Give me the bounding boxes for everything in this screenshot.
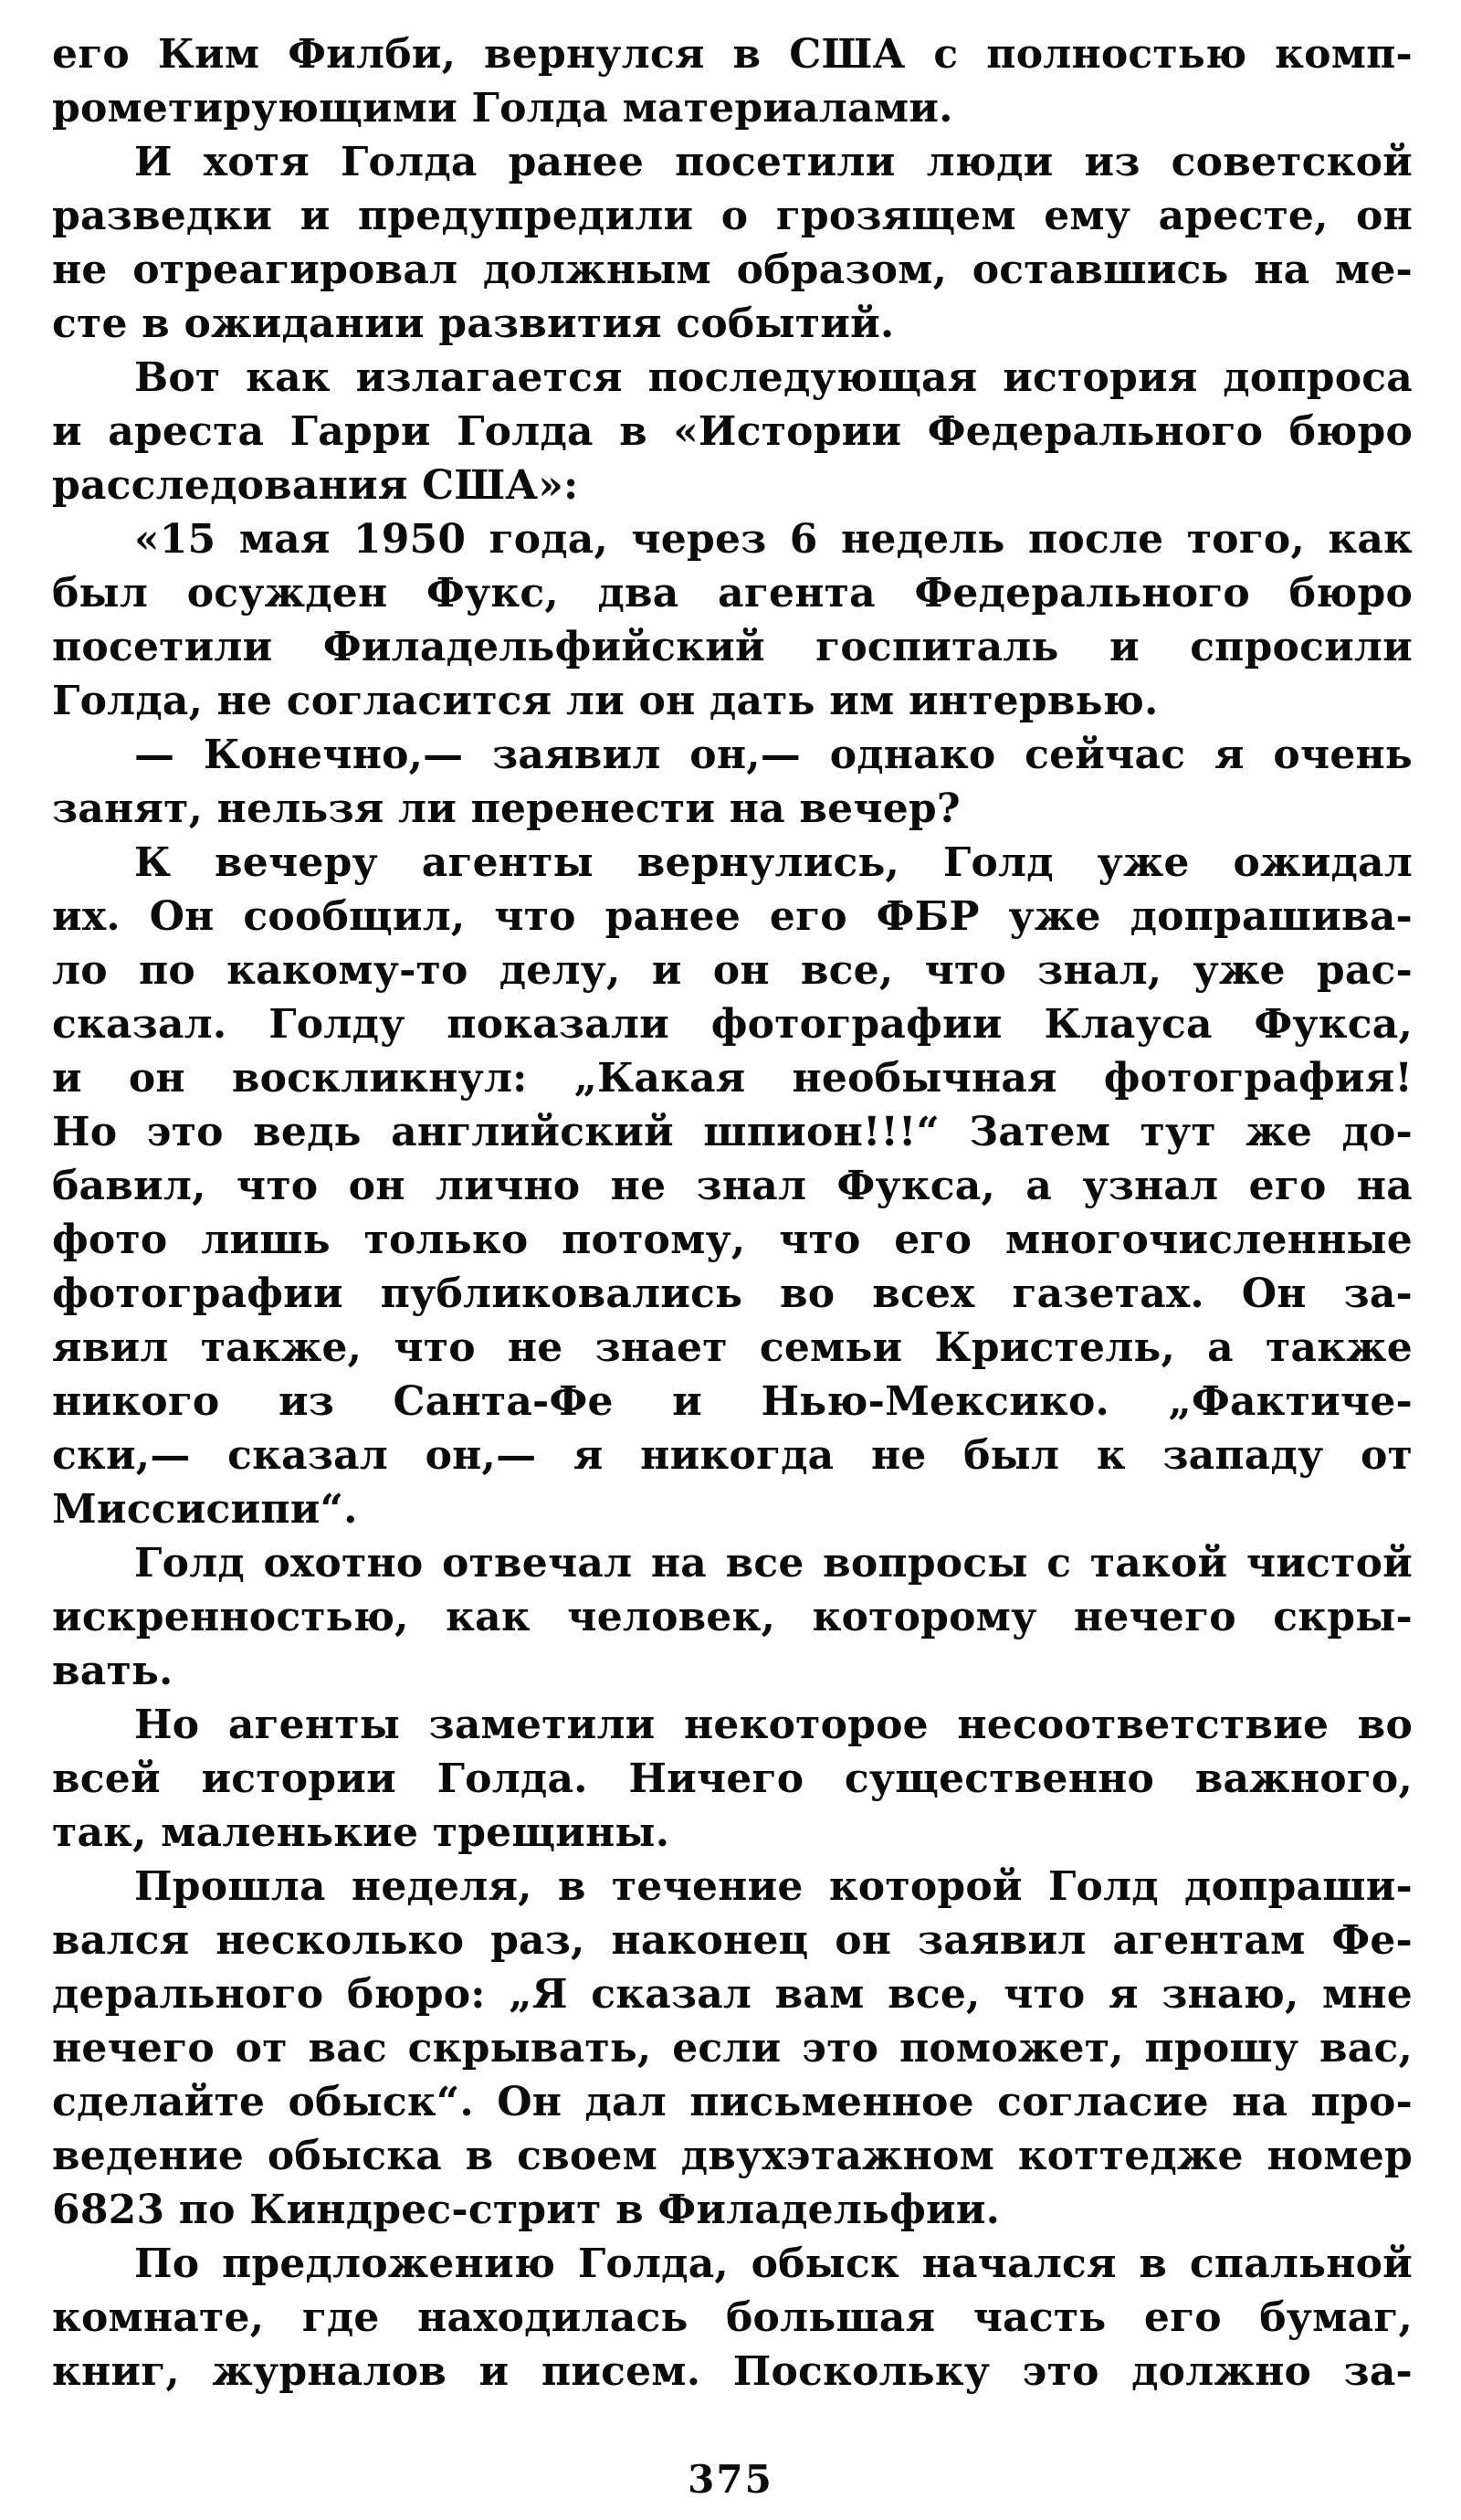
text-line: По предложению Голда, обыск начался в спальной [134, 2241, 1413, 2287]
text-line: Но это ведь английский шпион!!!“ Затем тут же до- [52, 1109, 1413, 1155]
text-line: Голда, не согласится ли он дать им интервью. [52, 678, 1159, 724]
text-line: комнате, где находилась большая часть его бумаг, [52, 2294, 1413, 2341]
text-line: вать. [52, 1648, 173, 1694]
text-line: никого из Санта-Фе и Нью-Мексико. „Фактиче- [52, 1378, 1413, 1425]
text-line: сделайте обыск“. Он дал письменное согласие на про- [52, 2079, 1413, 2125]
text-line: Голд охотно отвечал на все вопросы с такой чистой [134, 1540, 1413, 1587]
text-line: был осужден Фукс, два агента Федерального бюро [52, 570, 1413, 617]
text-line: искренностью, как человек, которому нечего скры- [52, 1594, 1413, 1640]
text-line: нечего от вас скрывать, если это поможет, прошу вас, [52, 2025, 1413, 2072]
text-line: К вечеру агенты вернулись, Голд уже ожидал [134, 839, 1413, 886]
text-line: «15 мая 1950 года, через 6 недель после того, как [134, 516, 1413, 563]
text-line: дерального бюро: „Я сказал вам все, что я знаю, мне [52, 1971, 1413, 2018]
text-line: ски,— сказал он,— я никогда не был к западу от [52, 1432, 1413, 1479]
text-line: 6823 по Киндрес-стрит в Филадельфии. [52, 2187, 1001, 2233]
text-line: Но агенты заметили некоторое несоответствие во [134, 1702, 1413, 1748]
text-line: Прошла неделя, в течение которой Голд допраши- [134, 1863, 1413, 1910]
text-line: и ареста Гарри Голда в «Истории Федерального бюро [52, 408, 1413, 455]
text-line: рометирующими Голда материалами. [52, 85, 953, 132]
text-line: всей истории Голда. Ничего существенно важного, [52, 1756, 1413, 1802]
text-line: И хотя Голда ранее посетили люди из советской [134, 139, 1413, 185]
text-line: посетили Филадельфийский госпиталь и спросили [52, 624, 1413, 670]
text-line: фото лишь только потому, что его многочисленные [52, 1217, 1413, 1263]
text-line: бавил, что он лично не знал Фукса, а узнал его на [52, 1163, 1413, 1209]
text-line: не отреагировал должным образом, оставшись на ме- [52, 247, 1413, 293]
text-line: Вот как излагается последующая история допроса [134, 354, 1413, 401]
text-line: так, маленькие трещины. [52, 1809, 670, 1856]
text-line: книг, журналов и писем. Поскольку это должно за- [52, 2348, 1413, 2395]
text-line: и он воскликнул: „Какая необычная фотография! [52, 1055, 1413, 1102]
text-line: Миссисипи“. [52, 1486, 358, 1533]
text-line: ведение обыска в своем двухэтажном коттедже номер [52, 2133, 1413, 2179]
text-line: ло по какому-то делу, и он все, что знал, уже рас- [52, 947, 1413, 994]
text-line: сказал. Голду показали фотографии Клауса Фукса, [52, 1001, 1413, 1048]
text-line: расследования США»: [52, 462, 579, 509]
text-line: фотографии публиковались во всех газетах. Он за- [52, 1271, 1413, 1317]
text-block [52, 27, 1413, 2399]
text-line: его Ким Филби, вернулся в США с полностью комп- [52, 31, 1413, 78]
text-line: вался несколько раз, наконец он заявил агентам Фе- [52, 1917, 1413, 1964]
text-line: занят, нельзя ли перенести на вечер? [52, 786, 961, 832]
text-line: сте в ожидании развития событий. [52, 301, 895, 347]
page-number: 375 [688, 2457, 773, 2502]
text-line: явил также, что не знает семьи Кристель, а также [52, 1324, 1413, 1371]
text-line: разведки и предупредили о грозящем ему аресте, он [52, 193, 1413, 239]
text-line: — Конечно,— заявил он,— однако сейчас я очень [134, 732, 1413, 778]
text-line: их. Он сообщил, что ранее его ФБР уже допрашива- [52, 893, 1413, 940]
